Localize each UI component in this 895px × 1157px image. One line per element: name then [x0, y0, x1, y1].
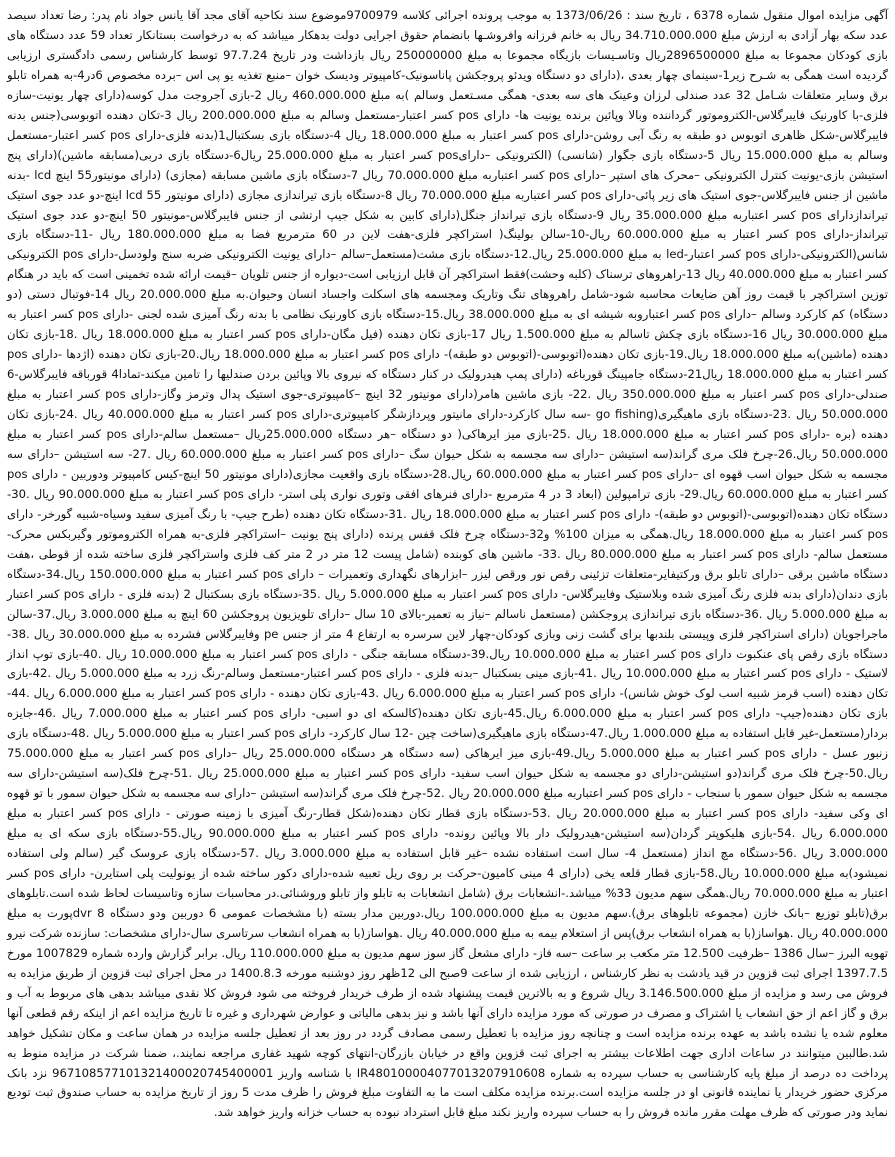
auction-notice-text: آگهی مزایده اموال منقول شماره 6378 ، تاریخ سند : 1373/06/26 به موجب پرونده اجرائی کلاسه 9700979موضوع سند نکاحیه آقای مجد آقا یانس جواد نام پدر: رضا تعداد سیصد عدد سکه بهار آزادی به ارزش مبلغ 34.710.000.000 ریال به خانم فرزانه وافروشـها بانضمام حقوق اجرایی دولت بدهکار میباشد که به درخواست بستانکار تعداد 59 عدد دستگاه های بازی کودکان مجموعا به مبلغ 2896500000ریال وتاسـیسات بازیگاه مجموعا به مبلغ 250000000 ریال بازداشت ودر تاریخ 97.7.24 توسط کارشناس رسمی دادگستری ارزیابی گردیده است همگی به شـرح زیر1-سینمای چهار بعدی ،(دارای دو دستگاه ویدئو پروجکشن پاناسونیک-کامپیوتر ودیسک خوان –منبع تغذیه یو پی اس –برده مخصوص 6در4-به همراه تابلو برق وسایر متعلقات شـامل 32 عدد صندلی لرزان وعینک های سه بعدی- همگی مسـتعمل وسالم )به مبلغ 460.000.000 ریال 2-بازی آجروجت مدل کوسه(دارای چهار یونیت-سازه فلزی-با کاورنیک فایبرگلاس-الکتروموتور گرداننده وبالا وپائین برنده یونیت ها- دارای pos کسر اعتبار-مستعمل وسالم به مبلغ 200.000.000 ریال 3-تکان دهنده اتوبوسی(جنس بدنه فایبرگلاس-شکل ظاهری اتوبوس دو طبقه به رنگ آبی روشن-دارای pos کسر اعتبار به مبلغ 18.000.000 ریال 4-دستگاه بازی بسکتبال1(بدنه فلزی-دارای pos کسر اعتبار-مستعمل وسالم به مبلغ 15.000.000 ریال 5-دستگاه بازی جگوار (شانسی) (الکترونیکی –دارایpos کسر اعتبار به مبلغ 25.000.000 ریال6-دستگاه بازی دربی(مسابقه ماشین)(دارای پنج استیشن بازی-یونیت کنترل الکترونیکی –محرک های استپر –دارای pos کسر اعتباربه مبلغ 70.000.000 ریال 7-دستگاه بازی ماشین مسابقه (مجازی) (دارای مونیتور55 اینچ lcd -بدنه ماشین از جنس فایبرگلاس-جوی استیک های زیر پائی-دارای pos کسر اعتباربه مبلغ 70.000.000 ریال 8-دستگاه بازی تیراندازی مجازی (دارای مونیتور lcd 55 اینچ-دو عدد جوی استیک تیراندازدارای pos کسر اعتباربه مبلغ 35.000.000 ریال 9-دستگاه بازی تیرانداز جنگل(دارای کابین به شکل جیپ ارتشی از جنس فایبرگلاس-مونیتور 50 اینچ-دو عدد جوی استیک تیرانداز-دارای pos کسر اعتبار به مبلغ 60.000.000 ریال-10-سالن بولینگ( استراکچر فلزی-هفت لاین در 60 مترمربع فضا به مبلغ 180.000.000 ریال -11-دستگاه بازی شانس(الکترونیکی-دارای pos کسر اعتبار-led به مبلغ 25.000.000 ریال.12-دستگاه بازی مشت(مستعمل–سالم –دارای یونیت الکترونیکی ضربه سنج ولودسل-دارای pos الکترونیکی کسر اعتبار به مبلغ 40.000.000 ریال 13-راهروهای ترسناک (کلبه وحشت)فقط استراکچر آن قابل ارزیابی است-دیواره از جنس تلویان –قیمت ارائه شده تخمینی است که باید در هنگام توزین استراکچر با قیمت روز آهن ضایعات محاسبه شود-شامل راهروهای تنگ وتاریک ومجسمه های اسکلت واجساد انسان وحیوان.به مبلغ 20.000.000 ریال 14-فوتبال دستی (دو دستگاه) کم کارکرد وسالم –دارای pos کسر اعتباروبه شیشه ای به مبلغ 38.000.000 ریال.15-دستگاه بازی کاورنیک نظامی با بدنه رنگ آمیزی شده لجنی -دارای pos کسر اعتبار به مبلغ 30.000.000 ریال 16-دستگاه بازی چکش تاسالم به مبلغ 1.500.000 ریال 17-بازی تکان دهنده (فیل مگان-دارای pos کسر اعتبار به مبلغ 18.000.000 ریال .18-بازی تکان دهنده (ماشین)به مبلغ 18.000.000 ریال.19-بازی تکان دهنده(اتوبوسی-(اتوبوس دو طبقه)- دارای pos کسر اعتبار به مبلغ 18.000.000 ریال.20-بازی تکان دهنده (اژدها -دارای pos کسر اعتبار به مبلغ 18.000.000 ریال21-دستگاه جامپینگ قورباغه (دارای پمپ هیدرولیک در کنار دستگاه که نیروی بالا وپائین بردن صندلیها را تامین میکند-تمادا4 قورباقه فایبرگلاس-6 صندلی-دارای pos کسر اعتبار به مبلغ 350.000.000 ریال .22- بازی ماشین هامر(دارای مونیتور 32 اینچ –کامپیوتری-جوی استیک پدال وترمز وگاز-دارای pos کسر اعتبار به مبلغ 50.000.000 ریال .23-دستگاه بازی ماهیگیری(go fishing -سه سال کارکرد-دارای مانیتور وپردازشگر کامپیوتری-دارای pos کسر اعتبار به مبلغ 40.000.000 ریال .24-بازی تکان دهنده (بره -دارای pos کسر اعتبار به مبلغ 18.000.000 ریال .25-بازی میز ایرهاکی( دو دستگاه –هر دستگاه 25.000.000ریال –مستعمل سالم-دارای pos کسر اعتبار به مبلغ 50.000.000 ریال.26-چرخ فلک مری گراند(سه استیشن –دارای سه مجسمه به شکل حیوان سگ –دارای pos کسر اعتبار به مبلغ 60.000.000 ریال .27- سه استیشن –دارای سه مجسمه به شکل حیوان اسب قهوه ای –دارای pos کسر اعتبار به مبلغ 60.000.000 ریال.28-دستگاه بازی واقعیت مجازی(دارای مونیتور 50 اینچ-کیس کامپیوتر ودوربین - دارای pos کسر اعتبار به مبلغ 60.000.000 ریال.29- بازی ترامپولین (ابعاد 3 در 4 مترمربع -دارای فنرهای افقی وتوری نواری پلی استر- دارای pos کسر اعتبار به مبلغ 90.000.000 ریال .30-دستگاه تکان دهنده(اتوبوسی-(اتوبوس دو طبقه)- دارای pos کسر اعتبار به مبلغ 18.000.000 ریال .31-دستگاه تکان دهنده (طرح جیپ- با رنگ آمیزی سفید وسیاه-شبیه گورخر- دارای pos کسر اعتبار به مبلغ 18.000.000 ریال.همگی به میزان 100% و32-دستگاه چرخ فلک قفس پرنده (دارای پنج یونیت –استراکچر فلزی-به همراه الکتروموتور وگیربکس محرک-مستعمل سالم- دارای pos کسر اعتبار به مبلغ 80.000.000 ریال .33- ماشین های کوبنده (شامل پیست 12 متر در 2 متر کف فلزی واستراکچر فلزی ساخته شده از قوطی ،هفت دستگاه ماشین برقی –دارای تابلو برق ورکتیفایر-متعلقات تزئینی رقص نور ورقص لیزر –ابزارهای نگهداری وتعمیرات – دارای pos کسر اعتبار به مبلغ 150.000.000 ریال.34-دستگاه بازی دندان(دارای بدنه فلزی رنگ آمیزی شده وبلاستیک وفایبرگلاس- دارای pos کسر اعتبار به مبلغ 5.000.000 ریال .35-دستگاه بازی بسکتبال 2 (بدنه فلزی - دارای pos کسر اعتبار به مبلغ 5.000.000 ریال .36-دستگاه بازی تیراندازی پروجکشن (مستعمل ناسالم –نیاز به تعمیر-بالای 10 سال –دارای تلویزیون پروجکشن 60 اینچ به مبلغ 3.000.000 ریال.37-سالن ماجراجویان (دارای استراکچر فلزی وپیستی بلندبها برای گشت زنی وبازی کودکان-چهار لاین سرسره به ارتفاع 4 متر از جنس pe وفایبرگلاس فشرده به مبلغ 30.000.000 ریال .38- دستگاه بازی رقص پای عنکبوت دارای pos کسر اعتبار به مبلغ 10.000.000 ریال.39-دستگاه مسابقه جنگی - دارای pos کسر اعتبار به مبلغ 10.000.000 ریال .40-بازی توپ انداز لاستیک - دارای pos کسر اعتبار به مبلغ 10.000.000 ریال .41-بازی مینی بسکتبال –بدنه فلزی - دارای pos کسر اعتبار-مستعمل وسالم-رنگ زرد به مبلغ 5.000.000 ریال .42-بازی تکان دهنده (اسب قرمز شبیه اسب لوک خوش شانس)- دارای pos کسر اعتبار به مبلغ 6.000.000 ریال .43-بازی تکان دهنده - دارای pos کسر اعتبار به مبلغ 6.000.000 ریال .44-بازی تکان دهنده(جیپ- دارای pos کسر اعتبار به مبلغ 6.000.000 ریال.45-بازی تکان دهنده(کالسکه ای دو اسبی- دارای pos کسر اعتبار به مبلغ 7.000.000 ریال .46-جایزه بردار(مستعمل-غیر قابل استفاده به مبلغ 1.000.000 ریال.47-دستگاه بازی ماهیگیری(ساخت چین -12 سال کارکرد- دارای pos کسر اعتبار به مبلغ 5.000.000 ریال .48-دستگاه بازی زنبور عسل - دارای pos کسر اعتبار به مبلغ 5.000.000 ریال.49-بازی میز ایرهاکی (سه دستگاه هر دستگاه 25.000.000 ریال –دارای pos کسر اعتبار به مبلغ 75.000.000 ریال.50-چرخ فلک مری گراند(دو استیشن-دارای دو مجسمه به شکل حیوان اسب سفید- دارای pos کسر اعتبار به مبلغ 25.000.000 ریال .51-چرخ فلک(سه استیشن-دارای سه مجسمه به شکل حیوان سمور با سنجاب - دارای pos کسر اعتباربه مبلغ 20.000.000 ریال .52-چرخ فلک مری گراند(سه استیشن –دارای سه مجسمه به شکل حیوان سمور با تو قهوه ای وکی سفید- دارای pos کسر اعتبار به مبلغ 20.000.000 ریال .53-دستگاه بازی قطار تکان دهنده(شکل قطار-رنگ آمیزی با زمینه صورتی - دارای pos کسر اعتبار به مبلغ 6.000.000 ریال .54-بازی هلیکوپتر گردان(سه استیشن-هیدرولیک دار بالا وپائین رونده- دارای pos کسر اعتبار به مبلغ 90.000.000 ریال.55-دستگاه بازی سکه ای به مبلغ 3.000.000 ریال .56-دستگاه مچ انداز (مستعمل 4- سال است استفاده نشده –غیر قابل استفاده به مبلغ 3.000.000 ریال .57-دستگاه بازی عروسک گیر (سالم ولی استفاده نمیشود)به مبلغ 10.000.000 ریال.58-بازی قطار قلعه یخی (دارای 4 مینی کامیون-حرکت بر روی ریل تعبیه شده-دارای دکور ساخته شده از یونولیت پلی استایرن- دارای pos کسر اعتبار به مبلغ 70.000.000 ریال.همگی سهم مدیون 33% میباشد.-انشعابات برق (شامل انشعابات به تابلو واز تابلو وروشنائی.در محاسبات سازه وتاسیسات لحاظ شده است.تابلوهای برق(تابلو توزیع –بانک خازن (مجموعه تابلوهای برق).سهم مدیون به مبلغ 100.000.000 ریال.دوربین مدار بسته (با مشخصات عمومی 6 دوربین ودو دستگاه dvr 8پورت به مبلغ 40.000.000 ریال .هواساز(با به همراه انشعاب برق)پس از استعلام بیمه به مبلغ 40.000.000 ریال .هواساز(با به همراه انشعاب سرتاسری سال-دارای مشخصات: سازنده شرکت نیرو تهویه البرز –سال 1386 –ظرفیت 12.500 متر مکعب بر ساعت –سه فاز- دارای مشعل گاز سوز سهم مدیون به مبلغ 110.000.000 ریال. برابر گزارش وارده شماره 1007829 مورخ 1397.7.5 اجرای ثبت قزوین در قید یادشت به نظر کارشناس ، ارزیابی شده از ساعت 9صبح الی 12ظهر روز دوشنبه مورخه 1400.8.3 در محل اجرای ثبت قزوین از طریق مزایده به فروش می رسد و مزایده از مبلغ 3.146.500.000 ریال شروع و به بالاترین قیمت پیشنهاد شده از طرف خریدار فروخته می شود فروش کلا نقدی میباشد بدهی های مربوط به آب و برق و گاز اعم از حق انشعاب یا اشتراک و مصرف در صورتی که مورد مزایده دارای آنها باشد و نیز بدهی مالیاتی و عوارض شهرداری و غیره تا تاریخ مزایده اعم از اینکه رقم قطعی آنها معلوم شده یا نشده باشد به عهده برنده مزایده است و چنانچه روز مزایده با تعطیل رسمی مصادف گردد در روز بعد از تعطیل جلسه مزایده در همان ساعت و مکان تشکیل خواهد شد.طالبین میتوانند در ساعات اداری جهت اطلاعات بیشتر به اجرای ثبت قزوین واقع در خیابان بازرگان-انتهای کوچه شهید غفاری مراجعه نمایند.، ضمنا شرکت در مزایده منوط به پرداخت ده درصد از مبلغ پایه کارشناسی به حساب سپرده به شماره IR480100004077013207910608 با شناسه واریز 967108577101321400020745400001 نزد بانک مرکزی حضور خریدار یا نماینده قانونی او در جلسه مزایده است.برنده مزایده مکلف است ما به التفاوت مبلغ فروش را ظرف مدت 5 روز از تاریخ مزایده به حساب صندوق ثبت تودیع نماید ودر صورتی که ظرف مهلت مقرر مانده فروش را به حساب سپرده واریز نکند مبلغ قابل استرداد نبوده به حساب خزانه واریز خواهد شد. [7, 8, 889, 1120]
auction-notice [7, 6, 888, 1123]
